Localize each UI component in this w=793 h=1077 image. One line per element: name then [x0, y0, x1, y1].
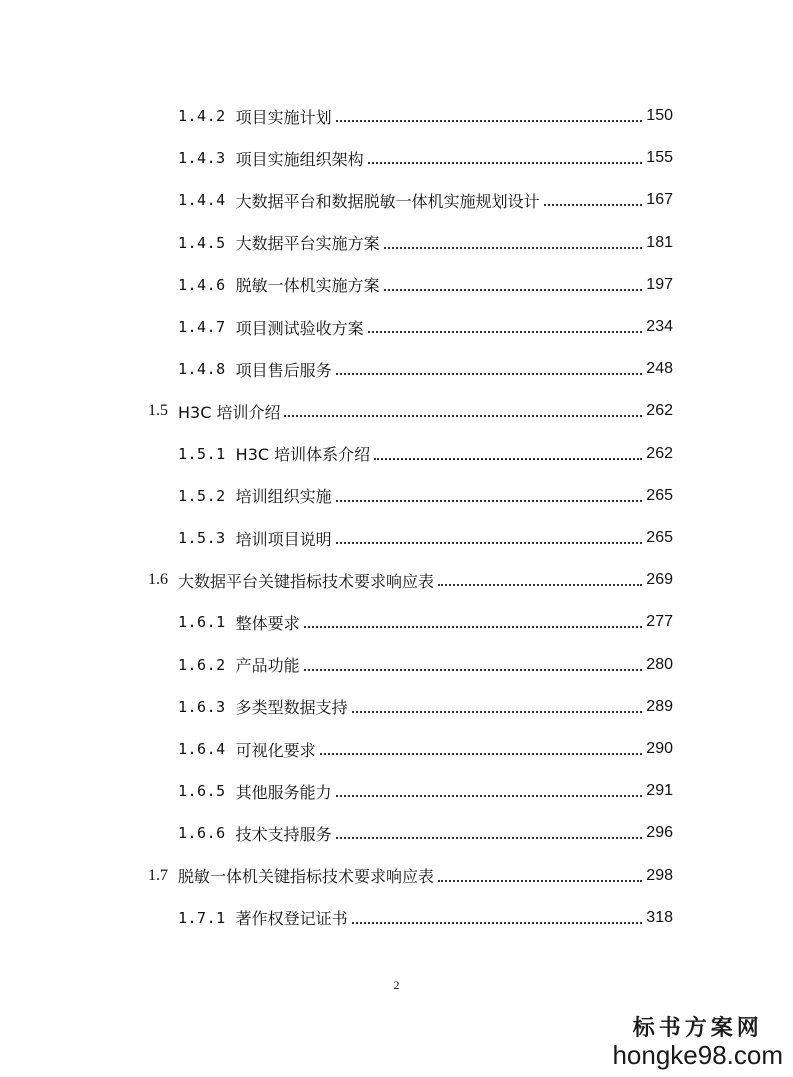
toc-entry[interactable]	[178, 265, 673, 305]
toc-entry-title: 项目实施组织架构	[235, 149, 364, 169]
toc-entry-page: 318	[646, 908, 673, 926]
toc-entry-number: 1.6.2	[178, 655, 226, 674]
toc-entry-title: 项目实施计划	[235, 107, 332, 127]
toc-entry[interactable]	[178, 602, 673, 642]
toc-entry[interactable]	[178, 645, 673, 685]
toc-entry-number: 1.4.7	[178, 318, 226, 336]
toc-entry[interactable]	[178, 729, 673, 769]
toc-dot-leader	[384, 289, 643, 291]
toc-entry[interactable]	[178, 307, 673, 347]
toc-dot-leader	[438, 880, 642, 882]
toc-entry-page: 155	[646, 149, 673, 167]
toc-entry-page: 265	[646, 486, 673, 504]
toc-entry-title: 大数据平台实施方案	[235, 234, 380, 254]
toc-entry-page: 289	[646, 697, 673, 715]
toc-entry-number: 1.4.5	[178, 233, 226, 252]
toc-entry-title: 项目测试验收方案	[235, 318, 364, 338]
toc-entry-number: 1.4.4	[178, 191, 226, 210]
toc-dot-leader	[368, 162, 643, 164]
toc-entry[interactable]	[178, 813, 673, 853]
toc-dot-leader	[384, 247, 643, 249]
toc-entry-number: 1.4.3	[178, 149, 226, 168]
toc-entry-title: H3C 培训介绍	[178, 402, 281, 422]
toc-dot-leader	[352, 922, 643, 924]
toc-entry-title: 著作权登记证书	[235, 909, 348, 929]
toc-entry-page: 248	[646, 360, 673, 378]
toc-dot-leader	[336, 373, 643, 375]
toc-entry-title: 大数据平台关键指标技术要求响应表	[178, 571, 435, 591]
toc-entry-title: 培训组织实施	[235, 487, 332, 507]
toc-dot-leader	[336, 120, 643, 122]
toc-entry-page: 265	[646, 529, 673, 546]
toc-entry[interactable]	[178, 687, 673, 727]
toc-entry[interactable]	[178, 180, 673, 220]
toc-entry-page: 262	[646, 402, 673, 420]
toc-entry-number: 1.5	[148, 402, 168, 420]
toc-entry-page: 234	[646, 318, 673, 335]
toc-entry-page: 262	[646, 444, 673, 462]
toc-entry-page: 181	[646, 233, 673, 251]
toc-entry-page: 150	[646, 107, 673, 124]
toc-entry-number: 1.4.8	[178, 360, 226, 379]
toc-entry-title: 整体要求	[235, 613, 300, 633]
toc-entry-page: 280	[646, 655, 673, 673]
toc-entry-title: 产品功能	[235, 656, 300, 676]
toc-entry-number: 1.6.6	[178, 824, 226, 843]
toc-entry-number: 1.6.4	[178, 740, 226, 758]
toc-dot-leader	[438, 584, 642, 586]
toc-entry-page: 167	[646, 191, 673, 209]
watermark-url: hongke98.com	[612, 1040, 783, 1070]
toc-entry-page: 197	[646, 275, 673, 293]
toc-entry[interactable]	[178, 349, 673, 389]
toc-entry-number: 1.7.1	[178, 908, 226, 927]
toc-entry[interactable]	[178, 518, 673, 558]
toc-entry-title: 培训项目说明	[235, 529, 332, 549]
toc-dot-leader	[352, 711, 643, 713]
toc-dot-leader	[304, 669, 643, 671]
toc-entry-title: 脱敏一体机关键指标技术要求响应表	[178, 867, 435, 887]
toc-entry-page: 291	[646, 782, 673, 800]
toc-entry-number: 1.6	[148, 571, 168, 589]
toc-entry-number: 1.7	[148, 866, 168, 884]
toc-entry-title: 其他服务能力	[235, 782, 332, 802]
toc-dot-leader	[320, 753, 643, 755]
toc-entry-title: 多类型数据支持	[235, 698, 348, 718]
toc-entry[interactable]	[148, 391, 673, 431]
watermark-name: 标书方案网	[632, 1015, 763, 1041]
toc-entry-number: 1.5.1	[178, 444, 226, 463]
toc-entry-number: 1.4.6	[178, 275, 226, 294]
watermark	[612, 1015, 783, 1069]
toc-entry[interactable]	[178, 476, 673, 516]
toc-entry-title: 脱敏一体机实施方案	[235, 276, 380, 296]
toc-entry-page: 298	[646, 866, 673, 884]
toc-entry-number: 1.6.1	[178, 613, 226, 632]
toc-entry-page: 290	[646, 740, 673, 757]
toc-entry-page: 296	[646, 824, 673, 842]
toc-entry-title: 可视化要求	[235, 740, 316, 760]
toc-dot-leader	[304, 626, 643, 628]
toc-entry[interactable]	[178, 771, 673, 811]
toc-entry[interactable]	[148, 856, 673, 896]
toc-entry-number: 1.4.2	[178, 107, 226, 125]
toc-entry[interactable]	[178, 96, 673, 136]
toc-entry-page: 269	[646, 571, 673, 589]
toc-dot-leader	[336, 500, 643, 502]
toc-entry-number: 1.6.5	[178, 782, 226, 801]
toc-entry-title: 技术支持服务	[235, 824, 332, 844]
toc-entry[interactable]	[178, 138, 673, 178]
toc-entry[interactable]	[178, 223, 673, 263]
toc-entry-number: 1.6.3	[178, 697, 226, 716]
toc-entry-title: 大数据平台和数据脱敏一体机实施规划设计	[235, 191, 540, 211]
toc-entry-number: 1.5.2	[178, 486, 226, 505]
toc-entry[interactable]	[178, 434, 673, 474]
toc-entry-title: H3C 培训体系介绍	[235, 445, 371, 465]
toc-entry[interactable]	[178, 898, 673, 938]
toc-dot-leader	[336, 837, 643, 839]
toc-dot-leader	[284, 415, 642, 417]
toc-dot-leader	[368, 331, 643, 333]
toc-dot-leader	[544, 204, 643, 206]
toc-entry-page: 277	[646, 613, 673, 631]
toc-dot-leader	[374, 458, 642, 460]
toc-entry-number: 1.5.3	[178, 529, 226, 547]
toc-entry-title: 项目售后服务	[235, 360, 332, 380]
toc-dot-leader	[336, 542, 643, 544]
toc-dot-leader	[336, 795, 643, 797]
page-number: 2	[393, 978, 400, 992]
toc-entry[interactable]	[148, 560, 673, 600]
